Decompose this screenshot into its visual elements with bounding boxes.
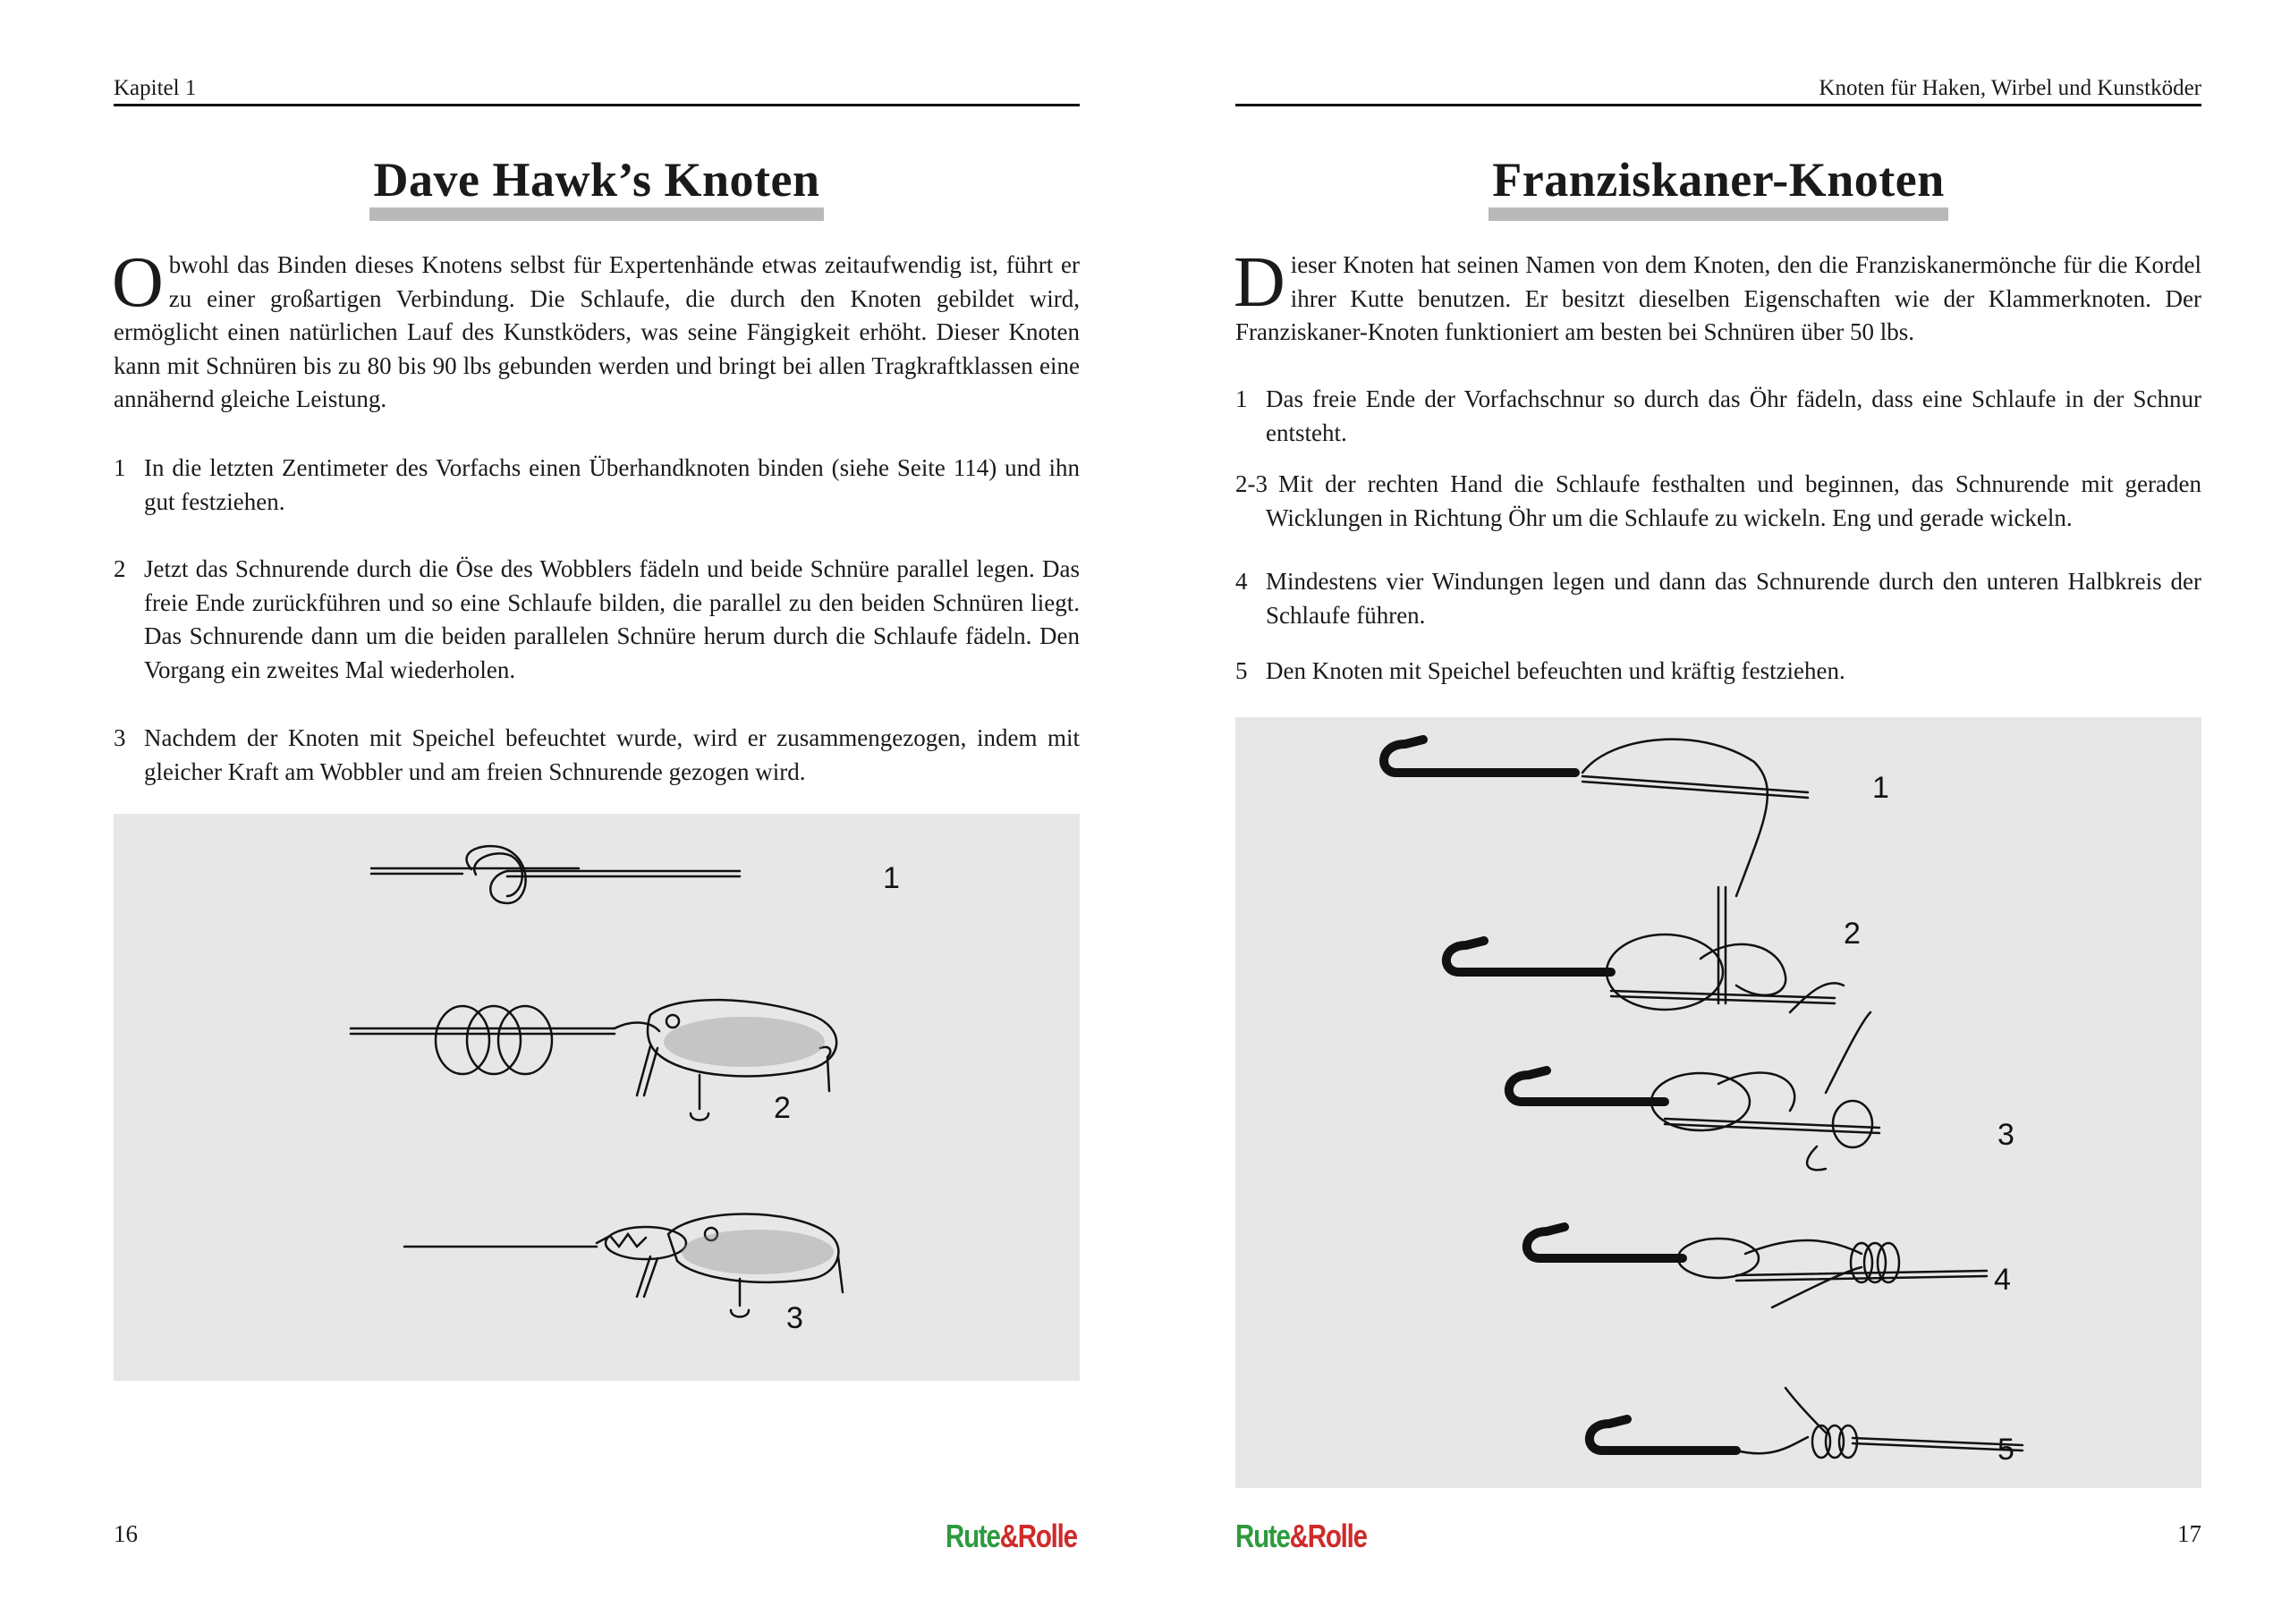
step-text: Das freie Ende der Vorfachschnur so durch das Öhr fädeln, dass eine Schlaufe in der Schnur entsteht. — [1266, 385, 2201, 446]
right-step-1 — [1235, 383, 2201, 450]
dave-hawk-knot-illustration — [114, 814, 1080, 1381]
page-number-right: 17 — [2177, 1520, 2201, 1547]
left-step-1 — [114, 452, 1080, 519]
step-number: 1 — [114, 454, 126, 481]
step-text: Mindestens vier Windungen legen und dann das Schnurende durch den unteren Halbkreis der Schlaufe führen. — [1266, 568, 2201, 629]
step-number: 5 — [1235, 657, 1248, 684]
step-number: 3 — [114, 724, 126, 751]
right-page-title: Franziskaner-Knoten — [1488, 152, 1947, 221]
figure-label-5: 5 — [1997, 1433, 2014, 1467]
figure-label-1: 1 — [883, 861, 900, 895]
right-step-2-3 — [1235, 468, 2201, 535]
running-head-left: Kapitel 1 — [114, 75, 1080, 106]
left-dropcap: O — [112, 243, 164, 322]
figure-label-4: 4 — [1994, 1263, 2011, 1297]
figure-label-3: 3 — [1997, 1118, 2014, 1152]
figure-label-2: 2 — [774, 1091, 791, 1125]
right-step-5 — [1235, 655, 2201, 689]
left-intro-paragraph — [112, 243, 1080, 417]
franziskaner-knot-illustration — [1235, 717, 2201, 1488]
step-number: 2 — [114, 555, 126, 582]
page-number-left: 16 — [114, 1520, 138, 1547]
right-page — [1235, 0, 2201, 1624]
step-number: 4 — [1235, 568, 1248, 595]
left-page — [114, 0, 1080, 1624]
right-intro-paragraph — [1234, 243, 2201, 350]
left-intro-text: bwohl das Binden dieses Knotens selbst für Expertenhände etwas zeitaufwendig ist, führt er zu einer großartigen Verbindung. Die Schlaufe, die durch den Knoten gebildet wird, ermöglicht einen natürlichen Lauf des Kunstköders, was seine Fängigkeit erhöht. Dieser Knoten kann mit Schnüren bis zu 80 bis 90 lbs gebunden werden und bringt bei allen Tragkraftklassen eine annähernd gleiche Leistung. — [114, 251, 1080, 412]
step-number: 1 — [1235, 385, 1248, 412]
left-step-3 — [114, 722, 1080, 789]
step-text: In die letzten Zentimeter des Vorfachs einen Überhandknoten binden (siehe Seite 114) und ihn gut festziehen. — [144, 454, 1080, 515]
running-head-right: Knoten für Haken, Wirbel und Kunstköder — [1235, 75, 2201, 106]
left-step-2 — [114, 553, 1080, 687]
step-number: 2-3 — [1235, 470, 1268, 497]
step-text: Jetzt das Schnurende durch die Öse des Wobblers fädeln und beide Schnüre parallel legen. Das freie Ende zurückführen und so eine Schlaufe bilden, die parallel zu den beiden Schnüren liegt. Das Schnurende dann um die beiden parallelen Schnüre herum durch die Schlaufe fädeln. Den Vorgang ein zweites Mal wiederholen. — [144, 555, 1080, 683]
rute-rolle-logo-right: Rute&Rolle — [1235, 1518, 1367, 1554]
step-text: Nachdem der Knoten mit Speichel befeuchtet wurde, wird er zusammengezogen, indem mit gleicher Kraft am Wobbler und am freien Schnurende gezogen wird. — [144, 724, 1080, 785]
step-text: Den Knoten mit Speichel befeuchten und kräftig festziehen. — [1266, 657, 1845, 684]
right-intro-text: ieser Knoten hat seinen Namen von dem Knoten, den die Franziskanermönche für die Kordel ihrer Kutte benutzen. Er besitzt dieselben Eigenschaften wie der Klammerknoten. Der Franziskaner-Knoten funktioniert am besten bei Schnüren über 50 lbs. — [1235, 251, 2201, 345]
right-dropcap: D — [1234, 243, 1285, 322]
step-text: Mit der rechten Hand die Schlaufe festhalten und beginnen, das Schnurende mit geraden Wicklungen in Richtung Öhr um die Schlaufe zu wickeln. Eng und gerade wickeln. — [1266, 470, 2201, 531]
right-step-4 — [1235, 565, 2201, 632]
figure-label-2: 2 — [1844, 917, 1861, 951]
figure-label-1: 1 — [1872, 771, 1889, 805]
left-page-title: Dave Hawk’s Knoten — [369, 152, 823, 221]
rute-rolle-logo-left: Rute&Rolle — [946, 1518, 1077, 1554]
figure-label-3: 3 — [786, 1301, 803, 1335]
